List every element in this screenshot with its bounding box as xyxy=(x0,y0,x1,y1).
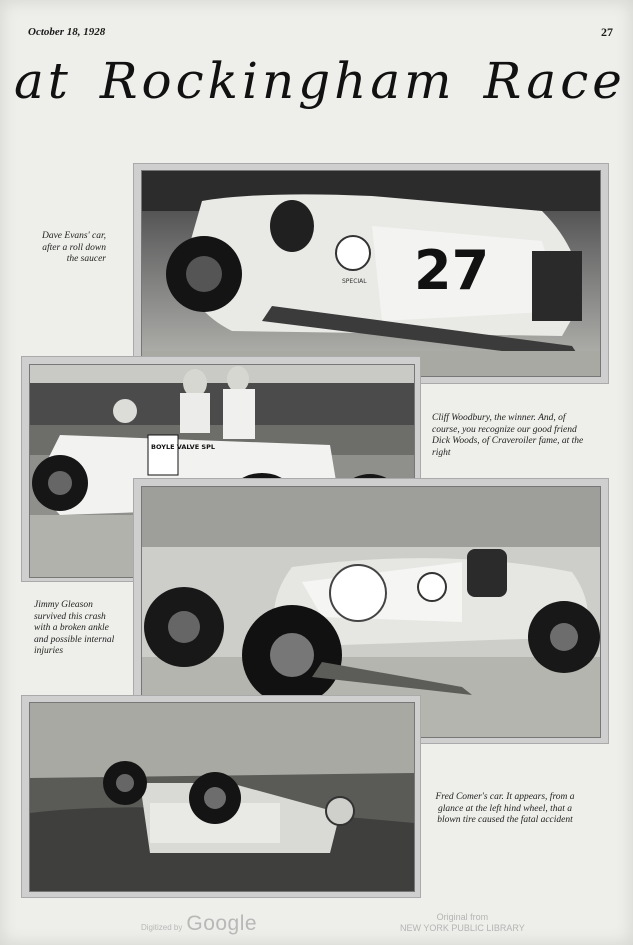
google-label: Google xyxy=(186,912,258,935)
photo-fred-comer-car xyxy=(29,702,415,892)
car-number-27: 27 xyxy=(414,239,490,302)
headline-word-at: at xyxy=(14,52,72,110)
headline-word-race: Race xyxy=(483,52,626,110)
caption-dave-evans: Dave Evans' car, after a roll down the saucer xyxy=(41,231,106,264)
page-number: 27 xyxy=(601,25,613,39)
google-watermark xyxy=(141,912,257,936)
boyle-badge-text: BOYLE VALVE SPL xyxy=(151,443,215,451)
special-badge-text: SPECIAL xyxy=(342,278,367,285)
caption-jimmy-gleason: Jimmy Gleason survived this crash with a broken ankle and possible internal injuries xyxy=(34,600,115,656)
caption-fred-comer: Fred Comer's car. It appears, from a glance at the left hind wheel, that a blown tire caused the fatal accident xyxy=(435,792,575,825)
library-label: NEW YORK PUBLIC LIBRARY xyxy=(400,923,525,933)
original-from-label: Original from xyxy=(436,912,489,922)
digitized-by-label: Digitized by xyxy=(141,923,183,932)
page-headline xyxy=(14,52,626,110)
photo-dave-evans-car xyxy=(141,170,601,377)
issue-date: October 18, 1928 xyxy=(28,26,106,38)
headline-word-rockingham: Rockingham xyxy=(99,52,456,110)
nypl-watermark xyxy=(400,912,525,934)
caption-cliff-woodbury: Cliff Woodbury, the winner. And, of course, you recognize our good friend Dick Woods, of Craveroiler fame, at the right xyxy=(432,413,584,458)
